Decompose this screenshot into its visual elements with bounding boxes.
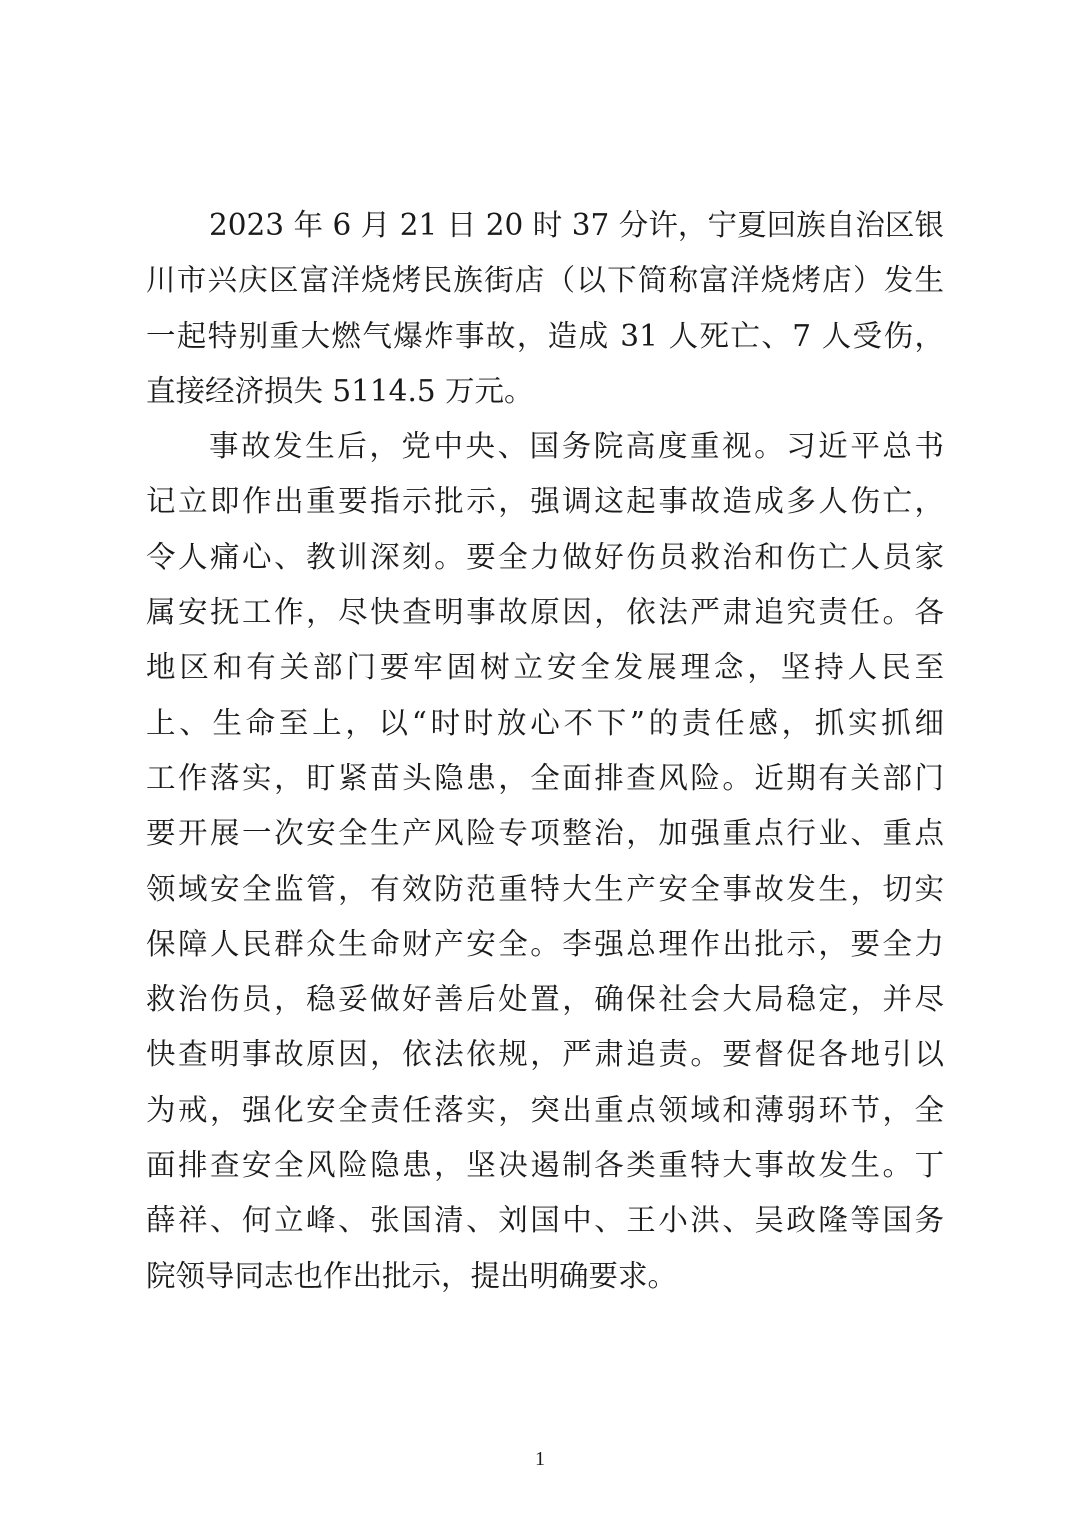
text-line: 地区和有关部门要牢固树立安全发展理念，坚持人民至 — [146, 650, 944, 685]
text-line: 属安抚工作，尽快查明事故原因，依法严肃追究责任。各 — [146, 595, 944, 630]
page-number: 1 — [535, 1448, 545, 1470]
text-line: 面排查安全风险隐患，坚决遏制各类重特大事故发生。丁 — [146, 1148, 944, 1183]
text-line: 要开展一次安全生产风险专项整治，加强重点行业、重点 — [146, 816, 944, 851]
document-body — [146, 198, 944, 1304]
text-line: 为戒，强化安全责任落实，突出重点领域和薄弱环节，全 — [146, 1092, 944, 1127]
text-line: 川市兴庆区富洋烧烤民族街店（以下简称富洋烧烤店）发生 — [146, 263, 944, 298]
text-line: 薛祥、何立峰、张国清、刘国中、王小洪、吴政隆等国务 — [146, 1203, 944, 1238]
text-line: 事故发生后，党中央、国务院高度重视。习近平总书 — [209, 429, 944, 464]
text-line: 保障人民群众生命财产安全。李强总理作出批示，要全力 — [146, 926, 944, 961]
paragraph-1 — [146, 198, 944, 419]
text-line: 工作落实，盯紧苗头隐患，全面排查风险。近期有关部门 — [146, 760, 944, 795]
text-line: 记立即作出重要指示批示，强调这起事故造成多人伤亡， — [146, 484, 944, 519]
text-line: 2023 年 6 月 21 日 20 时 37 分许，宁夏回族自治区银 — [209, 208, 944, 242]
text-line: 救治伤员，稳妥做好善后处置，确保社会大局稳定，并尽 — [146, 982, 944, 1017]
text-line: 上、生命至上，以“时时放心不下”的责任感，抓实抓细 — [146, 705, 944, 740]
paragraph-2 — [146, 419, 944, 1304]
text-line: 一起特别重大燃气爆炸事故，造成 31 人死亡、7 人受伤， — [146, 318, 944, 353]
text-line: 院领导同志也作出批示，提出明确要求。 — [146, 1258, 678, 1293]
text-line: 直接经济损失 5114.5 万元。 — [146, 373, 534, 408]
text-line: 领域安全监管，有效防范重特大生产安全事故发生，切实 — [146, 871, 944, 906]
text-line: 令人痛心、教训深刻。要全力做好伤员救治和伤亡人员家 — [146, 539, 944, 574]
text-line: 快查明事故原因，依法依规，严肃追责。要督促各地引以 — [146, 1037, 944, 1072]
